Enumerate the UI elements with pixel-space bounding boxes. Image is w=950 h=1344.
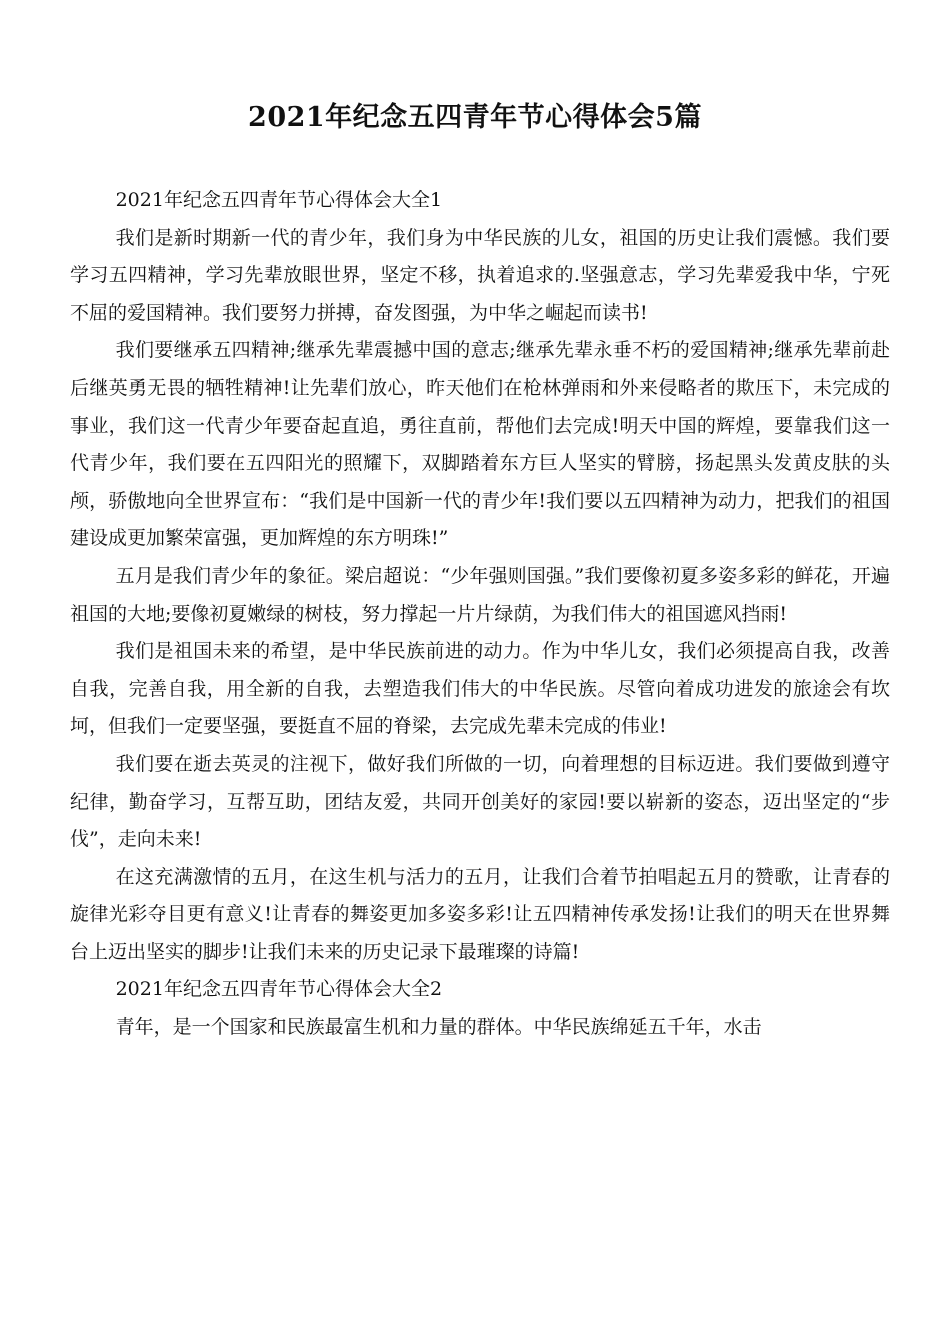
section-heading: 2021年纪念五四青年节心得体会大全2 (115, 978, 443, 1001)
body-paragraph: 我们是祖国未来的希望，是中华民族前进的动力。作为中华儿女，我们必须提高自我，改善自我，完善自我，用全新的自我，去塑造我们伟大的中华民族。尽管向着成功进发的旅途会有坎坷，但我们一定要坚强，要挺直不屈的脊梁，去完成先辈未完成的伟业! (70, 640, 890, 738)
body-paragraph: 青年，是一个国家和民族最富生机和力量的群体。中华民族绵延五千年，水击 (115, 1016, 762, 1039)
document-body (70, 182, 890, 1047)
body-paragraph: 五月是我们青少年的象征。梁启超说：“少年强则国强。”我们要像初夏多姿多彩的鲜花，开遍祖国的大地;要像初夏嫩绿的树枝，努力撑起一片片绿荫，为我们伟大的祖国遮风挡雨! (70, 564, 890, 625)
body-paragraph: 我们要继承五四精神;继承先辈震撼中国的意志;继承先辈永垂不朽的爱国精神;继承先辈前赴后继英勇无畏的牺牲精神!让先辈们放心，昨天他们在枪林弹雨和外来侵略者的欺压下，未完成的事业，我们这一代青少年要奋起直追，勇往直前，帮他们去完成!明天中国的辉煌，要靠我们这一代青少年，我们要在五四阳光的照耀下，双脚踏着东方巨人坚实的臂膀，扬起黑头发黄皮肤的头颅，骄傲地向全世界宣布：“我们是中国新一代的青少年!我们要以五四精神为动力，把我们的祖国建设成更加繁荣富强，更加辉煌的东方明珠!” (70, 339, 890, 550)
body-paragraph: 在这充满激情的五月，在这生机与活力的五月，让我们合着节拍唱起五月的赞歌，让青春的旋律光彩夺目更有意义!让青春的舞姿更加多姿多彩!让五四精神传承发扬!让我们的明天在世界舞台上迈出坚实的脚步!让我们未来的历史记录下最璀璨的诗篇! (70, 865, 890, 963)
body-paragraph: 我们要在逝去英灵的注视下，做好我们所做的一切，向着理想的目标迈进。我们要做到遵守纪律，勤奋学习，互帮互助，团结友爱，共同开创美好的家园!要以崭新的姿态，迈出坚定的“步伐”，走向未来! (70, 752, 890, 851)
document-title: 2021年纪念五四青年节心得体会5篇 (248, 102, 702, 133)
body-paragraph: 我们是新时期新一代的青少年，我们身为中华民族的儿女，祖国的历史让我们震憾。我们要学习五四精神，学习先辈放眼世界，坚定不移，执着追求的.坚强意志，学习先辈爱我中华，宁死不屈的爱国精神。我们要努力拼搏，奋发图强，为中华之崛起而读书! (70, 226, 890, 324)
section-heading: 2021年纪念五四青年节心得体会大全1 (115, 189, 443, 211)
